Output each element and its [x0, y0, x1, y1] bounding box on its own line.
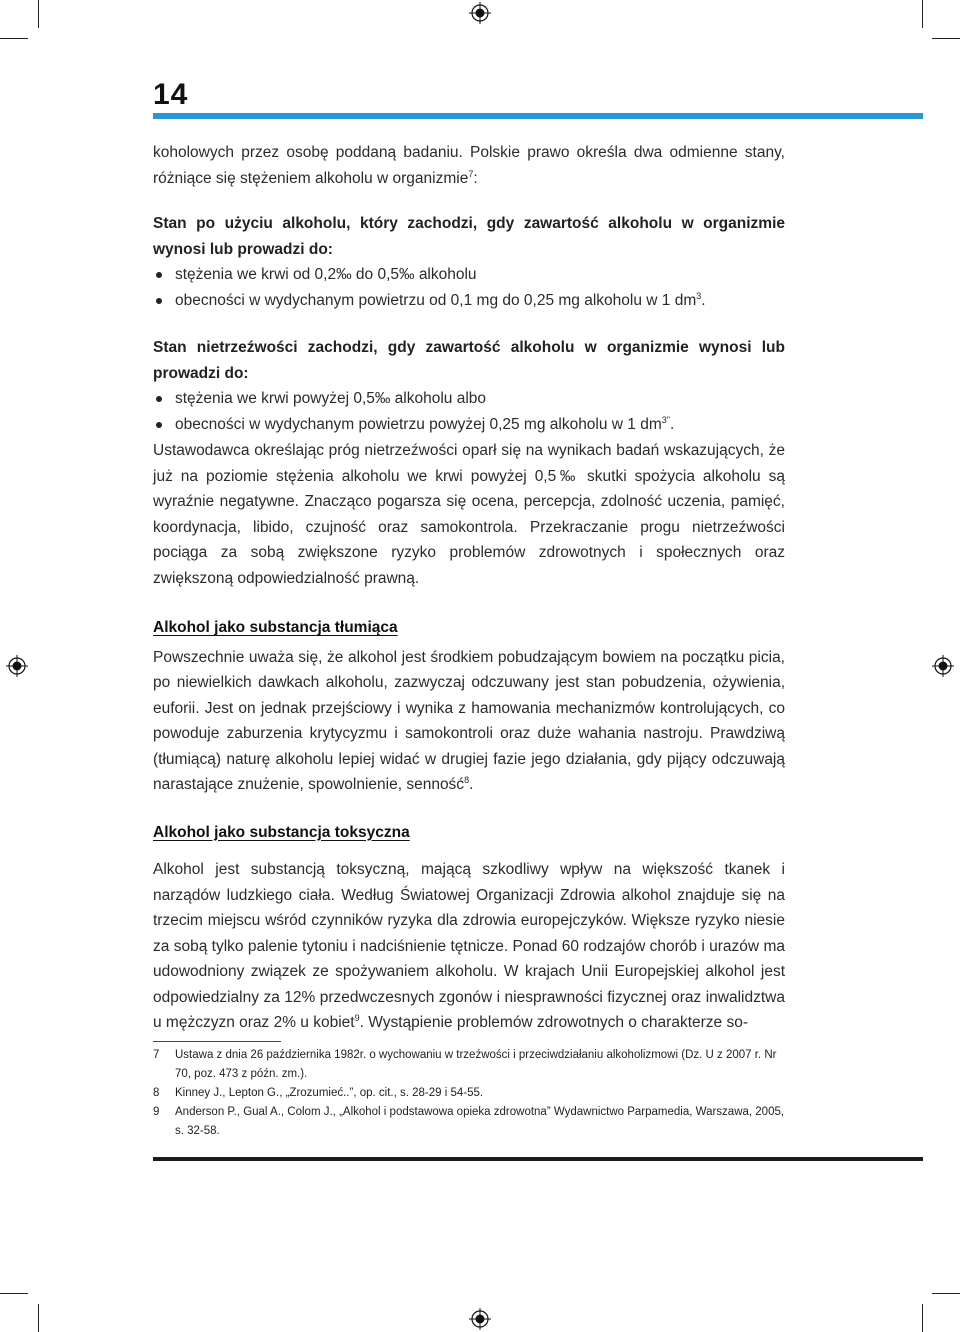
list-item-end: . [701, 291, 706, 309]
footnote [153, 1084, 785, 1103]
depressant-text: Powszechnie uważa się, że alkohol jest środkiem pobudzającym bowiem na początku picia, po niewielkich dawkach alkoholu, zazwyczaj odczuwany jest stan pobudzenia, ożywienia, euforii. Jest on jednak przejściowy i wynika z hamowania mechanizmów kontrolujących, co powoduje zaburzenia krytycyzmu i samokontroli oraz duże wahania nastroju. Prawdziwą (tłumiącą) naturę alkoholu lepiej widać w drugiej fazie jego działania, gdy pijący odczuwają narastające znużenie, spowolnienie, senność [153, 648, 785, 793]
registration-mark-icon [6, 655, 28, 677]
crop-mark [922, 0, 923, 28]
state1-list [153, 262, 785, 313]
list-item [153, 262, 785, 288]
crop-mark [922, 1304, 923, 1332]
intro-text: koholowych przez osobę poddaną badaniu. Polskie prawo określa dwa odmienne stany, różniące się stężeniem alkoholu w organizmie [153, 144, 785, 187]
footnotes [153, 1046, 785, 1141]
registration-mark-icon [932, 655, 954, 677]
list-item [153, 288, 785, 314]
footnote-number: 9 [153, 1106, 160, 1118]
intro-paragraph [153, 140, 785, 191]
section-heading-depressant: Alkohol jako substancja tłumiąca [153, 619, 398, 636]
registration-mark-icon [469, 2, 491, 24]
footnote-ref: 9 [354, 1012, 360, 1023]
footnote-number: 7 [153, 1049, 160, 1061]
list-item-text: stężenia we krwi od 0,2‰ do 0,5‰ alkoholu [175, 266, 477, 283]
page-content [153, 140, 785, 1036]
state2-list [153, 386, 785, 438]
footnote-text: Ustawa z dnia 26 października 1982r. o wychowaniu w trzeźwości i przeciwdziałaniu alkoholizmowi (Dz. U z 2007 r. Nr 70, poz. 473 z późn. zm.). [175, 1049, 777, 1080]
footnote [153, 1046, 785, 1084]
toxic-text: Alkohol jest substancją toksyczną, mającą szkodliwy wpływ na większość tkanek i narządów ludzkiego ciała. Według Światowej Organizacji Zdrowia alkohol znajduje się na trzecim miejscu wśród czynników ryzyka dla zdrowia europejczyków. Większe ryzyko niesie za sobą tylko palenie tytoniu i nadciśnienie tętnicze. Ponad 60 rodzajów chorób i urazów ma udowodniony związek ze spożywaniem alkoholu. W krajach Unii Europejskiej alkohol jest odpowiedzialny za 12% przedwczesnych zgonów i niesprawności fizycznej oraz inwalidztwa u mężczyzn oraz 2% u kobiet [153, 861, 785, 1031]
depressant-paragraph [153, 645, 785, 798]
crop-mark [0, 38, 28, 39]
toxic-paragraph [153, 857, 785, 1036]
crop-mark [0, 1293, 28, 1294]
registration-mark-icon [469, 1308, 491, 1330]
footnote-text: Kinney J., Lepton G., „Zrozumieć..”, op. cit., s. 28-29 i 54-55. [175, 1087, 484, 1099]
list-item-text: obecności w wydychanym powietrzu od 0,1 mg do 0,25 mg alkoholu w 1 dm [175, 291, 697, 309]
list-item-end: . [669, 416, 675, 433]
crop-mark [932, 38, 960, 39]
header-rule [153, 113, 923, 119]
list-item [153, 412, 785, 438]
toxic-end: . Wystąpienie problemów zdrowotnych o charakterze so- [359, 1014, 749, 1031]
superscript: 3 [696, 290, 702, 301]
intro-end: : [473, 169, 478, 187]
crop-mark [932, 1293, 960, 1294]
list-item [153, 386, 785, 412]
footnote-text: Anderson P., Gual A., Colom J., „Alkohol i podstawowa opieka zdrowotna” Wydawnictwo Parpamedia, Warszawa, 2005, s. 32-58. [175, 1106, 785, 1137]
depressant-end: . [469, 776, 474, 793]
footnote-ref: 7 [468, 168, 474, 179]
crop-mark [38, 1304, 39, 1332]
threshold-paragraph: Ustawodawca określając próg nietrzeźwości oparł się na wynikach badań wskazujących, że już na poziomie stężenia alkoholu we krwi powyżej 0,5‰ skutki spożycia alkoholu są wyraźnie negatywne. Znacząco pogarsza się ocena, percepcja, zdolność uczenia, pamięć, koordynacja, libido, czujność oraz samokontrola. Przekraczanie progu nietrzeźwości pociąga za sobą zwiększone ryzyko problemów zdrowotnych i społecznych oraz zwiększoną odpowiedzialność prawną. [153, 442, 785, 587]
footnote-number: 8 [153, 1087, 160, 1099]
footer-rule [153, 1157, 923, 1161]
list-item-text: stężenia we krwi powyżej 0,5‰ alkoholu albo [175, 390, 487, 407]
page-number: 14 [153, 78, 189, 111]
state1-lead: Stan po użyciu alkoholu, który zachodzi, gdy zawartość alkoholu w organizmie wynosi lub prowadzi do: [153, 215, 785, 258]
footnote-rule [153, 1041, 281, 1042]
section-heading-toxic: Alkohol jako substancja toksyczna [153, 823, 410, 841]
superscript: 3" [661, 414, 670, 425]
footnote [153, 1103, 785, 1141]
crop-mark [38, 0, 39, 28]
footnote-ref: 8 [464, 774, 470, 785]
list-item-text: obecności w wydychanym powietrzu powyżej 0,25 mg alkoholu w 1 dm [175, 416, 662, 433]
state2-lead: Stan nietrzeźwości zachodzi, gdy zawartość alkoholu w organizmie wynosi lub prowadzi do: [153, 339, 785, 382]
